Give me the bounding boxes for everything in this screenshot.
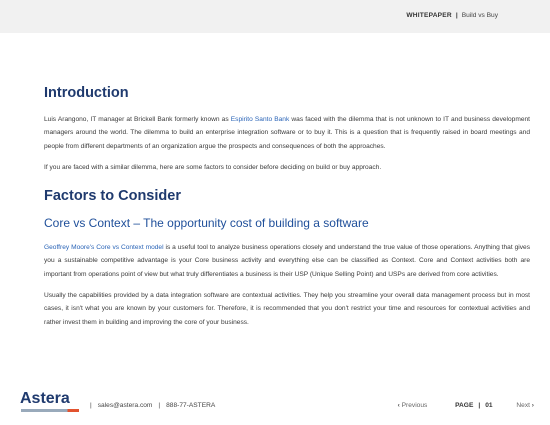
espirito-santo-link[interactable]: Espirito Santo Bank [230,116,290,123]
intro-text-b: was faced with the dilemma that is not unknown to IT and business development managers around the world. The dilemma to build an enterprise integration software or to buy it. This is a question that is frequently raised in board meetings and people from different departments of an organization argue the prospects and consequences of both the approaches. [44,116,531,150]
logo-tagline-bar [21,409,79,412]
contact-phone: 888-77-ASTERA [166,402,216,409]
contact-info [90,402,215,409]
document-body [44,84,530,329]
previous-page-button[interactable] [398,402,428,409]
subheading-core-vs-context: Core vs Context – The opportunity cost of building a software [44,216,369,231]
factors-text-b: is a useful tool to analyze business operations closely and understand the true value of those operations. Anything that gives you a sustainable competitive advantage is your Core business activity and everything else can be classified as Context. Core and Context activities both are important from operations point of view but what truly differentiates a business is their USP (Unique Selling Point) and USPs are derived from core activities. [44,244,530,278]
factors-paragraph-1 [44,241,530,281]
chevron-left-icon: ‹ [397,402,400,409]
header-doc-title: Build vs Buy [461,12,498,19]
page-number: 01 [485,402,493,409]
contact-separator: | [158,402,161,409]
contact-separator: | [90,402,92,409]
next-label: Next [516,402,530,409]
top-header-bar [0,0,550,33]
heading-factors: Factors to Consider [44,188,181,205]
chevron-right-icon: › [531,402,534,409]
page-navigation [398,402,534,409]
header-separator: | [455,12,458,19]
intro-text-a: Luis Arangono, IT manager at Brickell Bank formerly known as [44,116,231,123]
page-separator: | [478,402,481,409]
page-footer [0,390,550,420]
header-breadcrumb [406,12,498,19]
logo-wordmark: Astera [20,390,70,407]
previous-label: Previous [401,402,428,409]
core-context-model-link[interactable]: Geoffrey Moore's Core vs Context model [44,244,164,252]
heading-introduction: Introduction [44,85,129,101]
astera-logo [20,390,80,416]
header-section-label: WHITEPAPER [406,12,452,19]
page-label: PAGE [455,402,474,409]
contact-email-link[interactable]: sales@astera.com [97,402,153,409]
next-page-button[interactable] [516,402,534,409]
factors-paragraph-2: Usually the capabilities provided by a data integration software are contextual activities. They help you streamline your overall data management process but in most cases, it isn't what you are known by your customers for. Therefore, it is recommended that you don't restrict your time and resources for contextual activities and rather invest them in building and improving the core of your business. [44,292,530,326]
intro-paragraph-2: If you are faced with a similar dilemma, here are some factors to consider before deciding on build or buy approach. [44,163,382,171]
intro-paragraph-1 [44,113,530,153]
